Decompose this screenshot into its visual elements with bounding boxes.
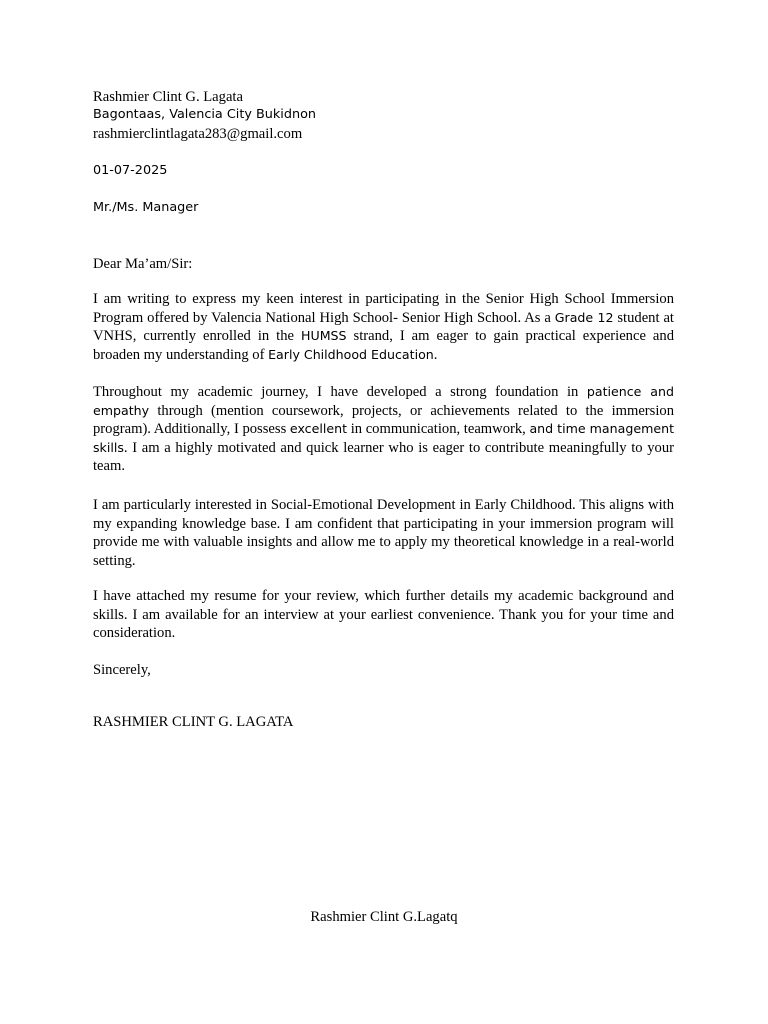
paragraph-interest: I am particularly interested in Social-Emotional Development in Early Childhood. This aligns with my expanding knowledge base. I am confident that participating in your immersion program will provide me with valuable insights and allow me to apply my theoretical knowledge in a real-world setting. — [93, 497, 674, 569]
recipient: Mr./Ms. Manager — [93, 200, 199, 215]
paragraph-closing: I have attached my resume for your review, which further details my academic background and skills. I am available for an interview at your earliest convenience. Thank you for your time and consideration. — [93, 588, 674, 642]
letter-date: 01-07-2025 — [93, 163, 168, 178]
closing: Sincerely, — [93, 662, 151, 678]
p1-text-c: student at VNHS, currently enrolled in the — [93, 309, 674, 345]
p2-excellent: excellent — [289, 421, 348, 437]
paragraph-skills — [93, 383, 674, 476]
paragraph-intro — [93, 290, 674, 364]
p2-traits: patience and empathy — [93, 384, 675, 418]
sender-email: rashmierclintlagata283@gmail.com — [93, 126, 303, 142]
p2-text-e: in communication, teamwork, — [347, 421, 530, 438]
sender-name: Rashmier Clint G. Lagata — [93, 89, 243, 105]
p1-field: Early Childhood Education — [268, 346, 434, 362]
p1-strand: HUMSS — [301, 328, 347, 344]
footer-signature: Rashmier Clint G.Lagatq — [310, 909, 458, 925]
p2-skills: and time management skills — [93, 421, 675, 455]
p2-text-g: . I am a highly motivated and quick learner who is eager to contribute meaningfully to your team. — [93, 439, 674, 475]
p2-text-a: Throughout my academic journey, I have developed a strong foundation in — [93, 384, 587, 400]
p1-grade: Grade 12 — [554, 309, 614, 325]
sender-address: Bagontaas, Valencia City Bukidnon — [93, 107, 317, 122]
p2-text-c: through (mention coursework, projects, or achievements related to the immersion program). Additionally, I possess — [93, 402, 674, 438]
salutation: Dear Ma’am/Sir: — [93, 256, 193, 272]
p1-text-g: . — [433, 346, 438, 363]
p1-text-a: I am writing to express my keen interest in participating in the Senior High School Immersion Program offered by Valencia National High School- Senior High School. As a — [93, 291, 674, 326]
p1-text-e: strand, I am eager to gain practical experience and broaden my understanding of — [93, 328, 674, 363]
signature-name: RASHMIER CLINT G. LAGATA — [93, 714, 294, 730]
